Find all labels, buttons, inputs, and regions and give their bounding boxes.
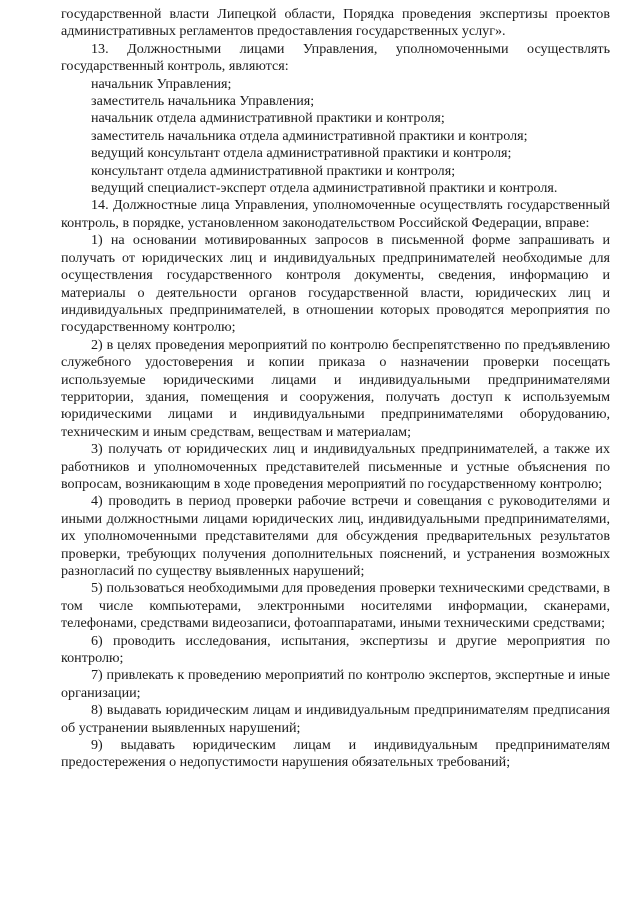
right-item: 9) выдавать юридическим лицам и индивидуальным предпринимателям предостережения о недопустимости нарушения обязательных требований; [61,737,610,771]
right-item: 1) на основании мотивированных запросов в письменной форме запрашивать и получать от юридических лиц и индивидуальных предпринимателей необходимые для осуществления государственного контроля документы, сведения, информацию и материалы о деятельности органов государственной власти, юридических лиц и индивидуальных предпринимателей, в отношении которых проводятся мероприятия по государственному контролю; [61,232,610,336]
right-item: 7) привлекать к проведению мероприятий по контролю экспертов, экспертные и иные организации; [61,667,610,701]
right-item: 2) в целях проведения мероприятий по контролю беспрепятственно по предъявлению служебного удостоверения и копии приказа о назначении проверки посещать используемые юридическими лицами и индивидуальными предпринимателями территории, здания, помещения и сооружения, получать доступ к используемым юридическими лицами и индивидуальными предпринимателями оборудованию, техническим и иным средствам, веществам и материалам; [61,336,610,440]
item-13-paragraph: 13. Должностными лицами Управления, уполномоченными осуществлять государственный контроль, являются: [61,40,610,75]
official-item: заместитель начальника отдела административной практики и контроля; [91,127,528,144]
right-item: 5) пользоваться необходимыми для проведения проверки техническими средствами, в том числе компьютерами, электронными носителями информации, сканерами, телефонами, средствами видеозаписи, фотоаппаратами, иными техническими средствами; [61,580,610,632]
official-item: ведущий консультант отдела административной практики и контроля; [91,145,512,162]
officials-list [61,76,610,198]
right-item: 8) выдавать юридическим лицам и индивидуальным предпринимателям предписания об устранении выявленных нарушений; [61,702,610,736]
item-14-paragraph: 14. Должностные лица Управления, уполномоченные осуществлять государственный контроль, в порядке, установленном законодательством Российской Федерации, вправе: [61,197,610,231]
official-item: ведущий специалист-эксперт отдела административной практики и контроля. [91,180,558,197]
right-item: 4) проводить в период проверки рабочие встречи и совещания с руководителями и иными должностными лицами юридических лиц, индивидуальными предпринимателями, их уполномоченными представителями для обсуждения предварительных результатов проверки, требующих получения дополнительных пояснений, и устранения возможных разногласий по существу выявленных нарушений; [61,493,610,579]
official-item: начальник отдела административной практики и контроля; [91,110,445,127]
right-item: 3) получать от юридических лиц и индивидуальных предпринимателей, а также их работников и уполномоченных представителей письменные и устные объяснения по вопросам, возникающим в ходе проведения мероприятий по государственному контролю; [61,441,610,492]
official-item: заместитель начальника Управления; [91,93,315,110]
official-item: консультант отдела административной практики и контроля; [91,162,456,179]
right-item: 6) проводить исследования, испытания, экспертизы и другие мероприятия по контролю; [61,632,610,667]
rights-list [61,232,610,772]
intro-paragraph: государственной власти Липецкой области, Порядка проведения экспертизы проектов административных регламентов предоставления государственных услуг». [61,6,610,40]
official-item: начальник Управления; [91,75,232,92]
